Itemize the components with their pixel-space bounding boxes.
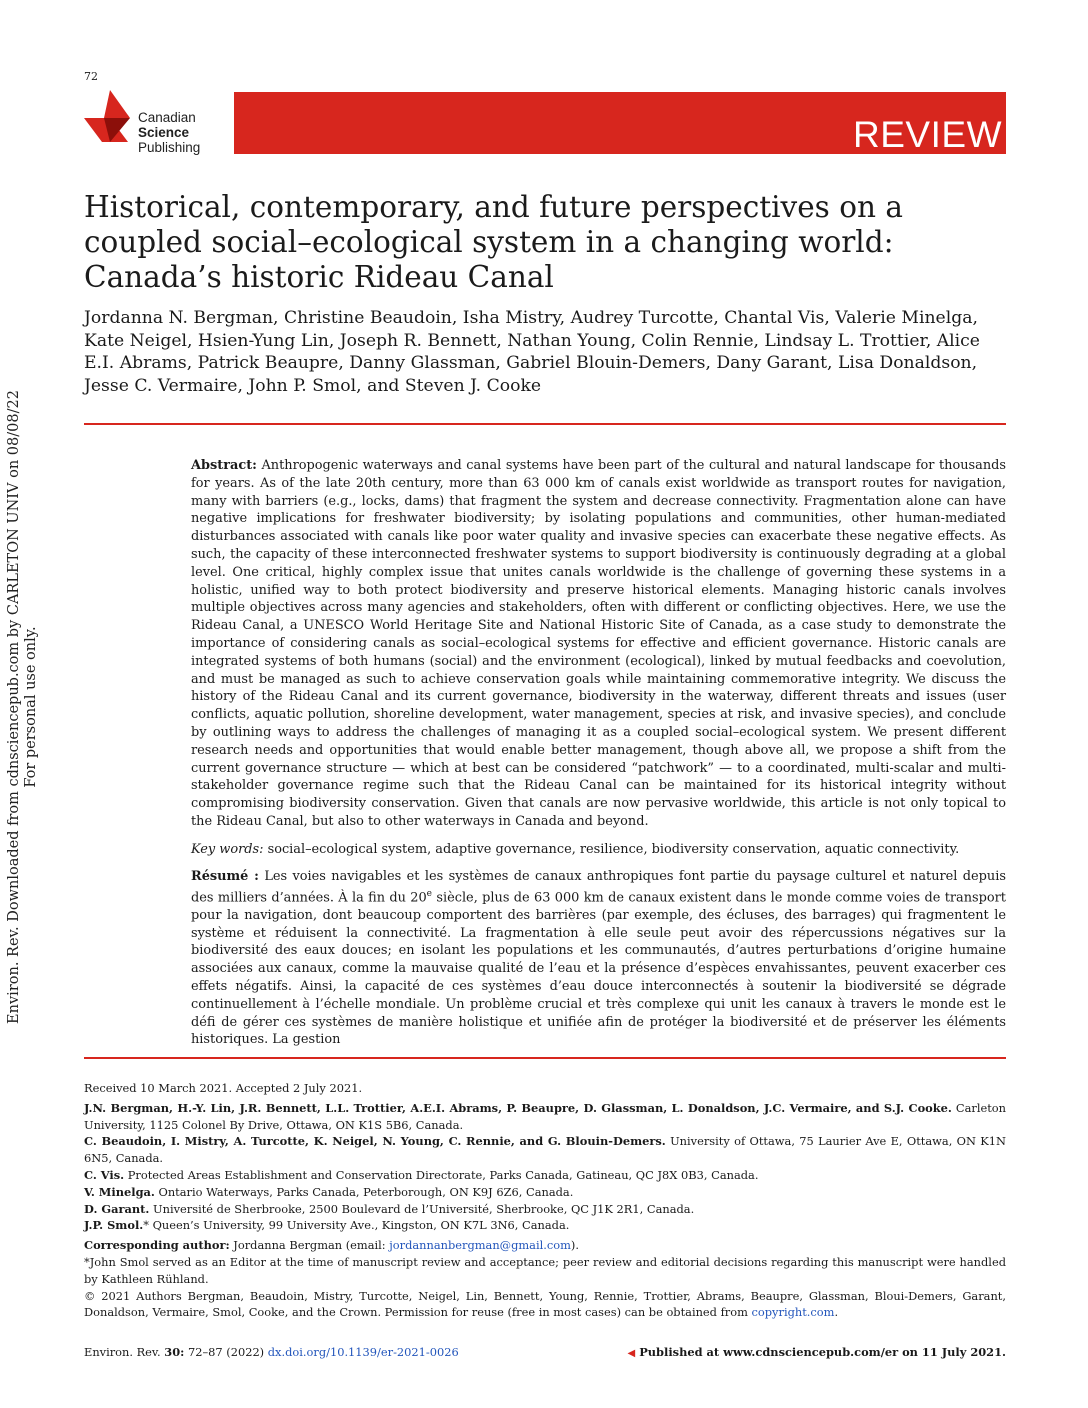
- affiliation-3: [84, 1167, 1006, 1184]
- copyright-link[interactable]: copyright.com: [751, 1305, 835, 1320]
- publisher-name-line1: Canadian: [138, 110, 196, 125]
- editor-note: *John Smol served as an Editor at the time of manuscript review and acceptance; peer review and editorial decisions regarding this manuscript were handled by Kathleen Rühland.: [84, 1254, 1006, 1286]
- footnotes: [84, 1080, 1006, 1321]
- affiliation-1-names: J.N. Bergman, H.-Y. Lin, J.R. Bennett, L.L. Trottier, A.E.I. Abrams, P. Beaupre, D. Glassman, L. Donaldson, J.C. Vermaire, and S.J. Cooke.: [84, 1100, 952, 1115]
- publisher-name-line3: Publishing: [138, 140, 201, 155]
- download-watermark-line2: For personal use only.: [23, 626, 39, 788]
- received-dates: Received 10 March 2021. Accepted 2 July 2021.: [84, 1081, 363, 1095]
- keywords-text: social–ecological system, adaptive governance, resilience, biodiversity conservation, aquatic connectivity.: [267, 842, 960, 857]
- abstract-label: Abstract:: [191, 458, 257, 473]
- resume-superscript: e: [426, 888, 432, 899]
- copyright-end: .: [834, 1305, 839, 1320]
- footnote-divider: [84, 1057, 1006, 1059]
- copyright-text: © 2021 Authors Bergman, Beaudoin, Mistry, Turcotte, Neigel, Lin, Bennett, Young, Rennie, Trottier, Abrams, Beaupre, Glassman, Bloui-Demers, Garant, Donaldson, Vermaire, Smol, Cooke, and the Crown. Permission for reuse (free in most cases) can be obtained from: [84, 1288, 1006, 1320]
- corresponding-author-end: ).: [570, 1238, 579, 1253]
- publisher-name-line2: Science: [138, 125, 190, 140]
- published-date: Published at www.cdnsciencepub.com/er on 11 July 2021.: [639, 1345, 1006, 1359]
- affiliation-6-names: J.P. Smol.: [84, 1218, 144, 1233]
- keywords: [191, 841, 1006, 859]
- publication-info: [628, 1345, 1007, 1359]
- citation-volume: 30:: [164, 1345, 185, 1359]
- journal-citation: [84, 1345, 459, 1359]
- affiliation-1-place: Carleton University, 1125 Colonel By Drive, Ottawa, ON K1S 5B6, Canada.: [84, 1100, 1006, 1132]
- affiliation-2: [84, 1133, 1006, 1167]
- citation-journal: Environ. Rev.: [84, 1345, 165, 1359]
- article-title: Historical, contemporary, and future perspectives on a coupled social–ecological system in a changing world: Canada’s historic Rideau Canal: [84, 190, 903, 294]
- resume-text-part2: siècle, plus de 63 000 km de canaux existent dans le monde comme voies de transport pour la navigation, dont beaucoup comportent des barrières (par exemple, des écluses, des barrages) qui fragmentent le système et réduisent la connectivité. La fragmentation à elle seule peut avoir des répercussions négatives sur la biodiversité des eaux douces; en isolant les populations et les communautés, d’autres perturbations d’origine humaine associées aux canaux, comme la mauvaise qualité de l’eau et la présence d’espèces envahissantes, peuvent exacerber ces effets négatifs. Ainsi, la capacité de ces systèmes d’eau douce interconnectés à soutenir la biodiversité se dégrade continuellement à l’échelle mondiale. Un problème crucial et très complexe qui unit les canaux à travers le monde est le défi de gérer ces systèmes de manière holistique et unifiée afin de protéger la biodiversité et de préserver les éléments historiques. La gestion: [191, 890, 1006, 1048]
- affiliation-3-names: C. Vis.: [84, 1167, 125, 1182]
- page-number: 72: [84, 70, 98, 83]
- author-list: Jordanna N. Bergman, Christine Beaudoin, Isha Mistry, Audrey Turcotte, Chantal Vis, Valerie Minelga, Kate Neigel, Hsien-Yung Lin, Joseph R. Bennett, Nathan Young, Colin Rennie, Lindsay L. Trottier, Alice E.I. Abrams, Patrick Beaupre, Danny Glassman, Gabriel Blouin-Demers, Dany Garant, Lisa Donaldson, Jesse C. Vermaire, John P. Smol, and Steven J. Cooke: [84, 308, 980, 396]
- abstract-text: Anthropogenic waterways and canal systems have been part of the cultural and natural landscape for thousands for years. As of the late 20th century, more than 63 000 km of canals exist worldwide as transport routes for navigation, many with barriers (e.g., locks, dams) that fragment the system and decrease connectivity. Fragmentation alone can have negative implications for freshwater biodiversity; by isolating populations and communities, other human-mediated disturbances associated with canals like poor water quality and invasive species can exacerbate these negative effects. As such, the capacity of these interconnected freshwater systems to support biodiversity is continuously degrading at a global level. One critical, highly complex issue that unites canals worldwide is the challenge of governing these systems in a holistic, unified way to both protect biodiversity and preserve historical elements. Managing historic canals involves multiple objectives across many agencies and stakeholders, often with different or conflicting objectives. Here, we use the Rideau Canal, a UNESCO World Heritage Site and National Historic Site of Canada, as a case study to demonstrate the importance of considering canals as social–ecological systems for effective and efficient governance. Historic canals are integrated systems of both humans (social) and the environment (ecological), linked by mutual feedbacks and coevolution, and must be managed as such to achieve conservation goals while maintaining commemorative integrity. We discuss the history of the Rideau Canal and its current governance, biodiversity in the waterway, different threats and issues (user conflicts, aquatic pollution, shoreline development, water management, species at risk, and invasive species), and conclude by outlining ways to address the challenges of managing it as a coupled social–ecological system. We present different research needs and opportunities that would enable better management, though above all, we propose a shift from the current governance structure — which at best can be considered “patchwork” — to a coordinated, multi-scalar and multi-stakeholder governance regime such that the Rideau Canal can be maintained for its historical integrity without compromising biodiversity conservation. Given that canals are now pervasive worldwide, this article is not only topical to the Rideau Canal, but also to other waterways in Canada and beyond.: [191, 458, 1006, 829]
- affiliation-5: [84, 1201, 1006, 1218]
- affiliation-4-place: Ontario Waterways, Parks Canada, Peterborough, ON K9J 6Z6, Canada.: [154, 1184, 574, 1199]
- arrow-icon: ◀: [627, 1348, 636, 1359]
- affiliation-5-names: D. Garant.: [84, 1201, 150, 1216]
- article-type-banner: [234, 92, 1006, 154]
- affiliation-2-names: C. Beaudoin, I. Mistry, A. Turcotte, K. Neigel, N. Young, C. Rennie, and G. Blouin-Demers.: [84, 1134, 666, 1149]
- resume: [191, 868, 1006, 1049]
- corresponding-author: [84, 1237, 1006, 1254]
- corresponding-author-text: Jordanna Bergman (email:: [229, 1238, 390, 1253]
- download-watermark: [6, 387, 40, 1027]
- affiliation-1: [84, 1100, 1006, 1134]
- doi-link[interactable]: dx.doi.org/10.1139/er-2021-0026: [267, 1345, 459, 1359]
- corresponding-author-label: Corresponding author:: [84, 1238, 230, 1253]
- affiliation-4-names: V. Minelga.: [84, 1184, 155, 1199]
- affiliation-4: [84, 1184, 1006, 1201]
- article-type-label: REVIEW: [853, 114, 1002, 155]
- publisher-logo: [84, 90, 214, 156]
- affiliation-6: [84, 1217, 1006, 1234]
- keywords-label: Key words:: [191, 842, 264, 857]
- affiliation-5-place: Université de Sherbrooke, 2500 Boulevard de l’Université, Sherbrooke, QC J1K 2R1, Canada.: [149, 1201, 695, 1216]
- abstract: [191, 457, 1006, 831]
- corresponding-email-link[interactable]: jordannanbergman@gmail.com: [389, 1238, 571, 1253]
- affiliation-3-place: Protected Areas Establishment and Conservation Directorate, Parks Canada, Gatineau, QC J8X 0B3, Canada.: [124, 1167, 759, 1182]
- affiliation-2-place: University of Ottawa, 75 Laurier Ave E, Ottawa, ON K1N 6N5, Canada.: [84, 1134, 1006, 1166]
- download-watermark-line1: Environ. Rev. Downloaded from cdnsciencepub.com by CARLETON UNIV on 08/08/22: [6, 390, 22, 1024]
- citation-pages: 72–87 (2022): [184, 1345, 268, 1359]
- resume-label: Résumé :: [191, 869, 259, 884]
- header-divider: [84, 423, 1006, 425]
- affiliation-6-place: * Queen’s University, 99 University Ave., Kingston, ON K7L 3N6, Canada.: [143, 1218, 570, 1233]
- copyright-notice: [84, 1288, 1006, 1322]
- resume-text-part1: Les voies navigables et les systèmes de canaux anthropiques font partie du paysage culturel et naturel depuis des milliers d’années. À la fin du 20: [191, 869, 1006, 906]
- csp-logo-icon: [84, 90, 138, 146]
